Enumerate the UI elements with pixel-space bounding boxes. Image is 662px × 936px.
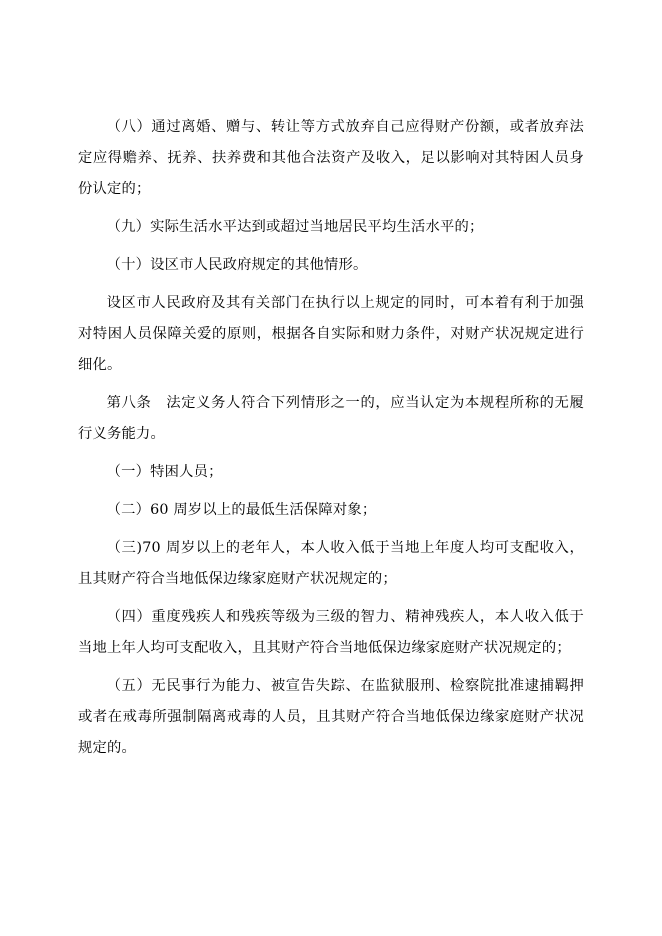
document-body	[78, 112, 584, 764]
paragraph-item-8: （八）通过离婚、赠与、转让等方式放弃自己应得财产份额，或者放弃法定应得赡养、抚养、扶养费和其他合法资产及收入，足以影响对其特困人员身份认定的；	[78, 119, 584, 197]
paragraph-sub-item-4: （四）重度残疾人和残疾等级为三级的智力、精神残疾人，本人收入低于当地上年人均可支配收入，且其财产符合当地低保边缘家庭财产状况规定的；	[78, 609, 584, 656]
paragraph-sub-item-1: （一）特困人员；	[106, 464, 223, 480]
paragraph-item-9: （九）实际生活水平达到或超过当地居民平均生活水平的；	[106, 219, 484, 235]
paragraph-sub-item-2: （二）60 周岁以上的最低生活保障对象；	[106, 502, 377, 518]
paragraph-item-10: （十）设区市人民政府规定的其他情形。	[106, 257, 368, 273]
paragraph-sub-item-5: （五）无民事行为能力、被宣告失踪、在监狱服刑、检察院批准逮捕羁押或者在戒毒所强制隔离戒毒的人员，且其财产符合当地低保边缘家庭财产状况规定的。	[78, 678, 584, 756]
paragraph-municipal-note: 设区市人民政府及其有关部门在执行以上规定的同时，可本着有利于加强对特困人员保障关爱的原则，根据各自实际和财力条件，对财产状况规定进行细化。	[78, 295, 584, 373]
paragraph-article-8: 第八条 法定义务人符合下列情形之一的，应当认定为本规程所称的无履行义务能力。	[78, 395, 584, 442]
paragraph-sub-item-3: （三)70 周岁以上的老年人，本人收入低于当地上年度人均可支配收入，且其财产符合当地低保边缘家庭财产状况规定的；	[78, 540, 584, 587]
